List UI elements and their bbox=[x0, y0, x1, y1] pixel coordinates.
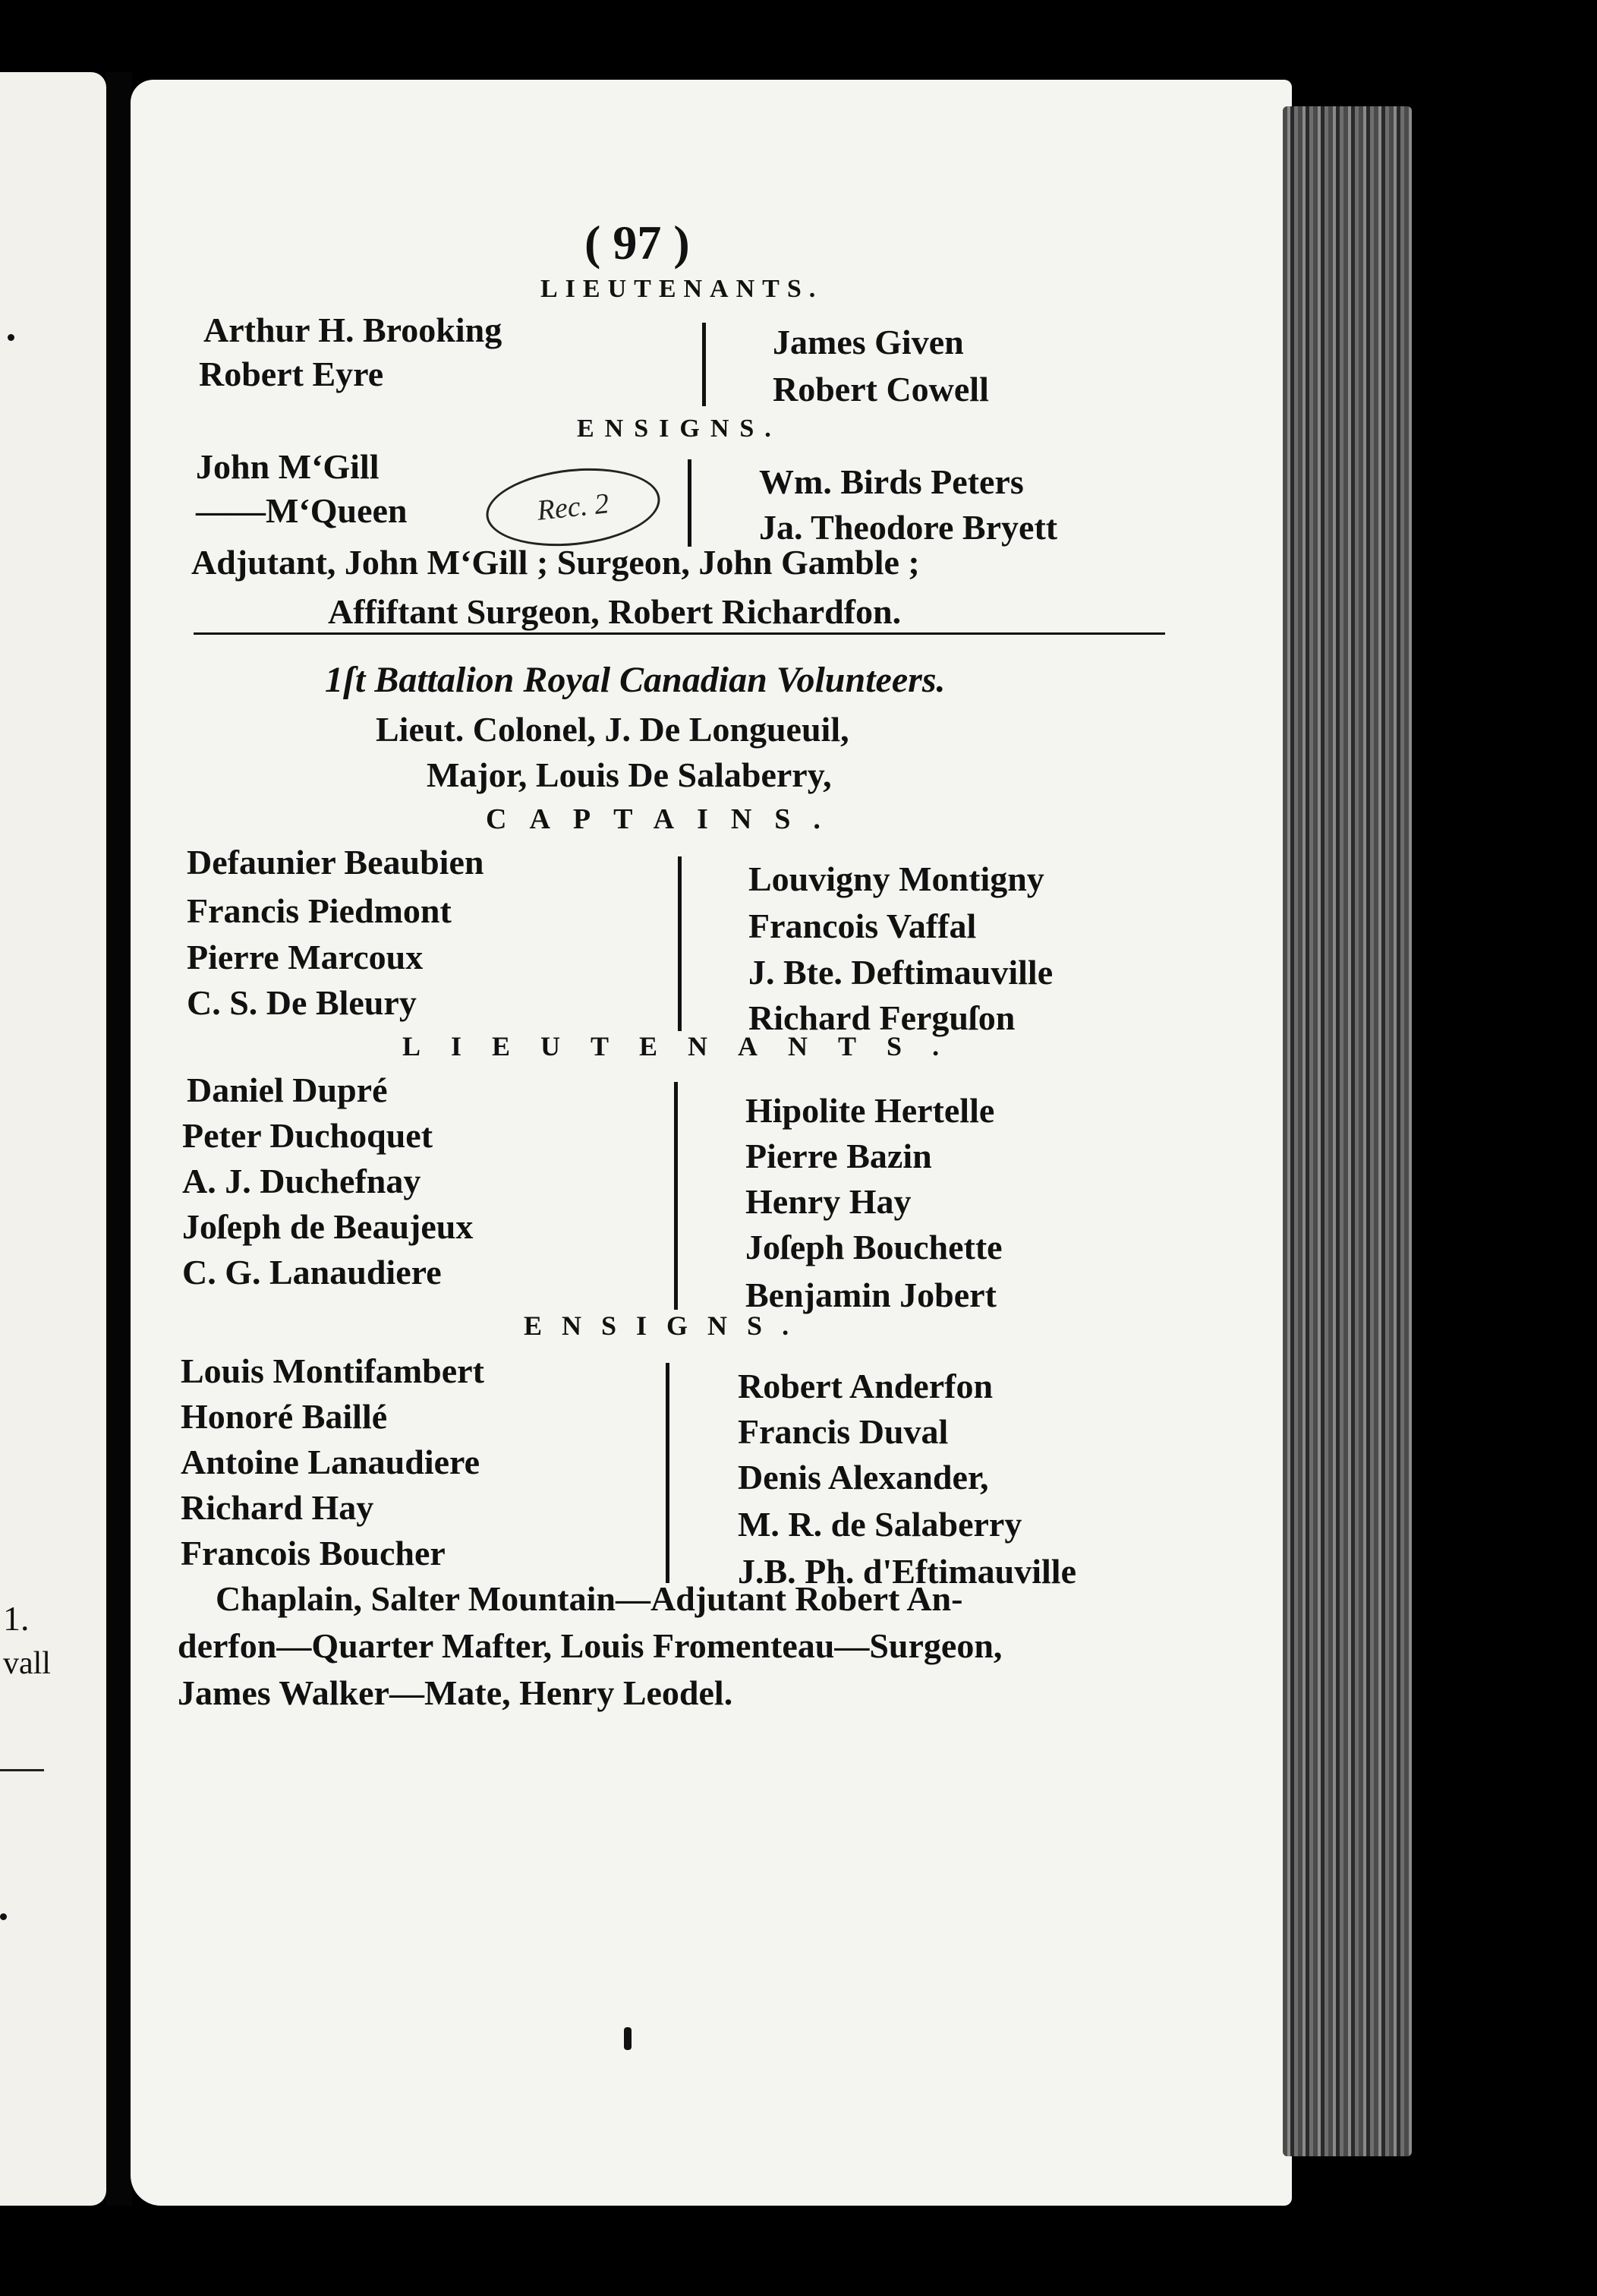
list-item: A. J. Duchefnay bbox=[182, 1162, 421, 1200]
staff-line: Adjutant, John M‘Gill ; Surgeon, John Gamble ; bbox=[191, 543, 920, 582]
list-item: Antoine Lanaudiere bbox=[181, 1443, 480, 1481]
list-item: Joſeph Bouchette bbox=[745, 1228, 1003, 1266]
lieut-colonel: Lieut. Colonel, J. De Longueuil, bbox=[376, 710, 849, 749]
list-item: Honoré Baillé bbox=[181, 1397, 388, 1436]
list-item: J.B. Ph. d'Eftimauville bbox=[738, 1552, 1076, 1591]
list-item: Richard Hay bbox=[181, 1488, 374, 1527]
ensigns-header: ENSIGNS. bbox=[524, 1310, 809, 1341]
list-item: Pierre Marcoux bbox=[187, 938, 424, 976]
column-divider bbox=[674, 1082, 678, 1310]
ink-mark bbox=[624, 2027, 632, 2050]
list-item: Defaunier Beaubien bbox=[187, 843, 484, 882]
staff-line: Chaplain, Salter Mountain—Adjutant Robert An- bbox=[216, 1579, 963, 1618]
list-item: Benjamin Jobert bbox=[745, 1276, 997, 1314]
list-item: John M‘Gill bbox=[196, 447, 380, 486]
list-item: Hipolite Hertelle bbox=[745, 1091, 995, 1130]
page-edges bbox=[1283, 106, 1412, 2156]
list-item: ——M‘Queen bbox=[196, 491, 408, 530]
staff-line: Affiftant Surgeon, Robert Richardfon. bbox=[328, 592, 902, 631]
section-rule bbox=[194, 632, 1165, 635]
list-item: Robert Eyre bbox=[199, 355, 384, 393]
list-item: Francis Piedmont bbox=[187, 891, 452, 930]
battalion-title: 1ſt Battalion Royal Canadian Volunteers. bbox=[325, 660, 946, 700]
library-stamp: Rec. 2 bbox=[482, 460, 663, 554]
facing-page bbox=[0, 72, 106, 2206]
list-item: Daniel Dupré bbox=[187, 1071, 388, 1109]
list-item: Louvigny Montigny bbox=[748, 859, 1044, 898]
page-number: ( 97 ) bbox=[584, 216, 690, 270]
list-item: Joſeph de Beaujeux bbox=[182, 1207, 474, 1246]
facing-page-fragment-1: 1. bbox=[3, 1599, 30, 1638]
facing-page-fragment-2: vall bbox=[3, 1646, 51, 1681]
list-item: Francois Boucher bbox=[181, 1534, 446, 1572]
staff-line: James Walker—Mate, Henry Leodel. bbox=[178, 1673, 733, 1712]
lieutenants-header: LIEUTENANTS. bbox=[402, 1031, 970, 1061]
captains-header: CAPTAINS. bbox=[486, 803, 843, 835]
book-gutter bbox=[106, 72, 132, 2206]
list-item: Richard Ferguſon bbox=[748, 998, 1016, 1037]
lieutenants-header: LIEUTENANTS. bbox=[540, 275, 824, 303]
list-item: J. Bte. Deftimauville bbox=[748, 953, 1054, 992]
column-divider bbox=[702, 323, 706, 406]
ensigns-header: ENSIGNS. bbox=[577, 415, 782, 443]
list-item: James Given bbox=[773, 323, 964, 361]
list-item: Robert Cowell bbox=[773, 370, 989, 408]
list-item: Louis Montifambert bbox=[181, 1351, 484, 1390]
major: Major, Louis De Salaberry, bbox=[427, 755, 832, 794]
facing-page-rule bbox=[0, 1769, 44, 1771]
speck bbox=[0, 1913, 7, 1920]
list-item: Arthur H. Brooking bbox=[203, 311, 502, 349]
list-item: Francis Duval bbox=[738, 1412, 949, 1451]
list-item: Francois Vaffal bbox=[748, 907, 977, 945]
list-item: M. R. de Salaberry bbox=[738, 1505, 1022, 1544]
column-divider bbox=[666, 1363, 669, 1583]
list-item: Henry Hay bbox=[745, 1182, 912, 1221]
list-item: C. G. Lanaudiere bbox=[182, 1253, 442, 1292]
list-item: Robert Anderfon bbox=[738, 1367, 994, 1405]
list-item: Ja. Theodore Bryett bbox=[759, 508, 1058, 547]
list-item: C. S. De Bleury bbox=[187, 983, 417, 1022]
column-divider bbox=[678, 856, 682, 1031]
list-item: Wm. Birds Peters bbox=[759, 462, 1024, 501]
column-divider bbox=[688, 459, 691, 547]
list-item: Pierre Bazin bbox=[745, 1137, 932, 1175]
list-item: Denis Alexander, bbox=[738, 1458, 989, 1496]
list-item: Peter Duchoquet bbox=[182, 1116, 433, 1155]
speck bbox=[8, 334, 14, 341]
staff-line: derfon—Quarter Mafter, Louis Fromenteau—Surgeon, bbox=[178, 1626, 1003, 1665]
